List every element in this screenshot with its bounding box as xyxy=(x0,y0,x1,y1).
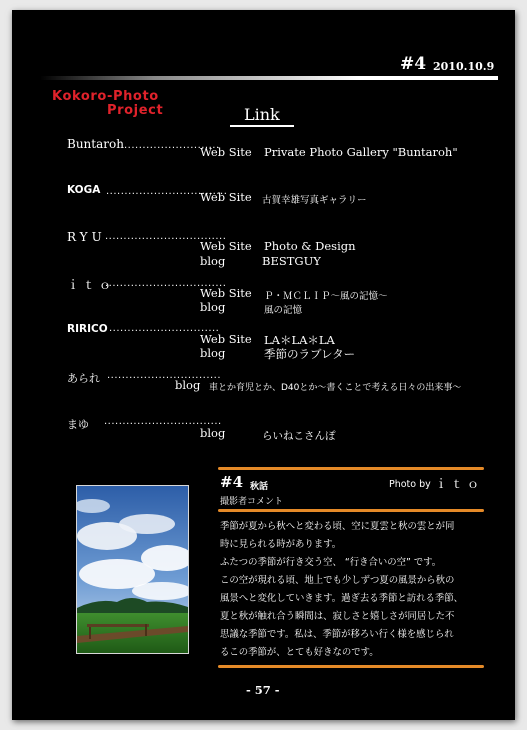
link-kind: Web Site xyxy=(200,190,252,204)
section-rule-bottom xyxy=(218,665,484,668)
link-value[interactable]: Ｐ・ＭＣＬＩＰ～風の記憶～ xyxy=(264,291,388,302)
issue-date: 2010.10.9 xyxy=(433,60,495,73)
leader-dots: ............................... xyxy=(107,370,222,381)
member-name: ｉｔｏ xyxy=(67,278,116,292)
page-sheet xyxy=(12,10,515,720)
header-rule xyxy=(40,76,498,80)
logo-line-1: Kokoro-Photo xyxy=(52,89,159,104)
link-kind: Web Site xyxy=(200,145,252,159)
member-name: KOGA xyxy=(67,184,101,196)
landscape-photo xyxy=(76,485,189,654)
link-kind: Web Site xyxy=(200,286,252,300)
caption-line: ふたつの季節が行き交う空、 “行き合いの空” です。 xyxy=(220,557,442,568)
link-value[interactable]: 古賀幸雄写真ギャラリー xyxy=(262,195,367,206)
photographer-name: ｉｔｏ xyxy=(435,477,484,491)
leader-dots: .............................. xyxy=(109,323,220,334)
link-value[interactable]: 車とか育児とか、D40とか～書くことで考える日々の出来事～ xyxy=(209,383,462,393)
link-value[interactable]: 風の記憶 xyxy=(264,305,303,316)
section-rule-top xyxy=(218,467,484,470)
caption-line: 夏と秋が触れ合う瞬間は、寂しさと嬉しさが同居した不 xyxy=(220,611,455,622)
landscape-photo-image xyxy=(77,486,188,653)
link-kind: Web Site xyxy=(200,332,252,346)
link-value[interactable]: 季節のラブレター xyxy=(264,347,356,361)
page-number: - 57 - xyxy=(246,683,280,697)
link-value[interactable]: LA＊LA＊LA xyxy=(264,333,335,347)
caption-line: 季節が夏から秋へと変わる頃、空に夏雲と秋の雲とが同 xyxy=(220,521,455,532)
link-kind: blog xyxy=(200,254,226,268)
link-kind: Web Site xyxy=(200,239,252,253)
photo-subtitle: 撮影者コメント xyxy=(220,497,284,507)
link-kind: blog xyxy=(200,300,226,314)
caption-line: 思議な季節です。私は、季節が移ろい行く様を感じられ xyxy=(220,629,454,640)
member-name: Buntaroh xyxy=(67,137,124,151)
member-name: まゆ xyxy=(67,418,89,431)
member-name: RIRICO xyxy=(67,323,108,335)
section-rule-middle xyxy=(218,509,484,512)
leader-dots: ................................. xyxy=(105,231,227,242)
leader-dots: ................................ xyxy=(104,416,222,427)
issue-number: #4 xyxy=(400,54,427,74)
link-kind: blog xyxy=(175,378,201,392)
link-value[interactable]: BESTGUY xyxy=(262,254,321,268)
link-value[interactable]: Photo & Design xyxy=(264,239,356,253)
photo-title: 秋話 xyxy=(250,482,269,492)
caption-line: るこの季節が、とても好きなのです。 xyxy=(220,647,379,658)
member-name: あられ xyxy=(67,372,100,385)
caption-line: 時に見られる時があります。 xyxy=(220,539,342,550)
link-value[interactable]: らいねこさんぽ xyxy=(262,430,336,442)
photo-by-label: Photo by xyxy=(389,479,431,490)
leader-dots: .......................... xyxy=(124,140,220,151)
link-kind: blog xyxy=(200,346,226,360)
leader-dots: ................................. xyxy=(106,186,228,197)
leader-dots: ................................. xyxy=(105,278,227,289)
logo-line-2: Project xyxy=(107,103,164,118)
page-title: Link xyxy=(230,105,294,127)
link-kind: blog xyxy=(200,426,226,440)
link-value[interactable]: Private Photo Gallery "Buntaroh" xyxy=(264,145,458,159)
caption-line: 風景へと変化していきます。過ぎ去る季節と訪れる季節、 xyxy=(220,593,464,604)
member-name: RYU xyxy=(67,230,106,244)
photo-number: #4 xyxy=(220,473,244,491)
caption-line: この空が現れる頃、地上でも少しずつ夏の風景から秋の xyxy=(220,575,455,586)
